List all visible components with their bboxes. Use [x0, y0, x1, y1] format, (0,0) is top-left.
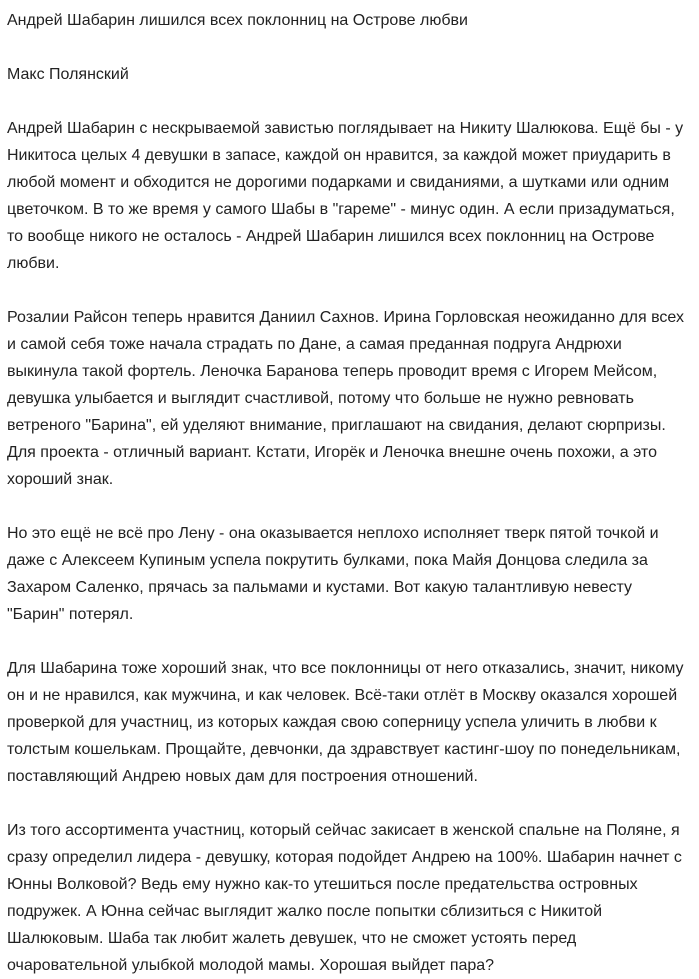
article-paragraph: Для Шабарина тоже хороший знак, что все поклонницы от него отказались, значит, никому он и не нравился, как мужчина, и как человек. Всё-таки отлёт в Москву оказался хорошей проверкой для участниц, из которых каждая свою соперницу успела уличить в любви к толстым кошелькам. Прощайте, девчонки, да здравствует кастинг-шоу по понедельникам, поставляющий Андрею новых дам для построения отношений. — [7, 660, 684, 785]
article-paragraph: Но это ещё не всё про Лену - она оказывается неплохо исполняет тверк пятой точкой и даже с Алексеем Купиным успела покрутить булками, пока Майя Донцова следила за Захаром Саленко, прячась за пальмами и кустами. Вот какую талантливую невесту "Барин" потерял. — [7, 525, 659, 623]
article-paragraph: Розалии Райсон теперь нравится Даниил Сахнов. Ирина Горловская неожиданно для всех и самой себя тоже начала страдать по Дане, а самая преданная подруга Андрюхи выкинула такой фортель. Леночка Баранова теперь проводит время с Игорем Мейсом, девушка улыбается и выглядит счастливой, потому что больше не нужно ревновать ветреного "Барина", ей уделяют внимание, приглашают на свидания, делают сюрпризы. Для проекта - отличный вариант. Кстати, Игорёк и Леночка внешне очень похожи, а это хороший знак. — [7, 309, 684, 488]
article-paragraph: Из того ассортимента участниц, который сейчас закисает в женской спальне на Поляне, я сразу определил лидера - девушку, которая подойдет Андрею на 100%. Шабарин начнет с Юнны Волковой? Ведь ему нужно как-то утешиться после предательства островных подружек. А Юнна сейчас выглядит жалко после попытки сблизиться с Никитой Шалюковым. Шаба так любит жалеть девушек, что не сможет устоять перед очаровательной улыбкой молодой мамы. Хорошая выйдет пара? — [7, 822, 682, 974]
article-body — [7, 115, 692, 979]
page-title: Андрей Шабарин лишился всех поклонниц на Острове любви — [7, 12, 468, 29]
article-byline: Макс Полянский — [7, 66, 129, 83]
article-paragraph: Андрей Шабарин с нескрываемой завистью поглядывает на Никиту Шалюкова. Ещё бы - у Никитоса целых 4 девушки в запасе, каждой он нравится, за каждой может приударить в любой момент и обходится не дорогими подарками и свиданиями, а шутками или одним цветочком. В то же время у самого Шабы в "гареме" - минус один. А если призадуматься, то вообще никого не осталось - Андрей Шабарин лишился всех поклонниц на Острове любви. — [7, 120, 684, 272]
